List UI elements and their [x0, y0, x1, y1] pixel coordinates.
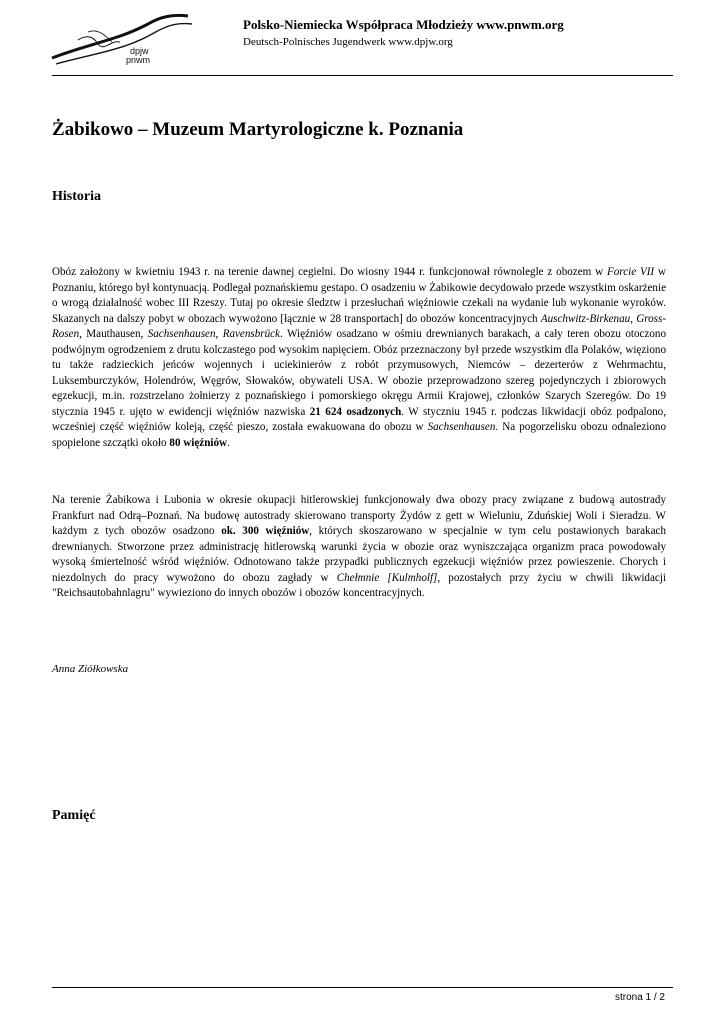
text-run: Obóz założony w kwietniu 1943 r. na terenie dawnej cegielni. Do wiosny 1944 r. funkcjonował równolegle z obozem w [52, 266, 607, 278]
section-heading-pamiec: Pamięć [52, 808, 96, 823]
text-run: 21 624 osadzonych [309, 405, 402, 418]
text-run: . Na pogorzelisku obozu odnaleziono spopielone szczątki około [52, 421, 666, 449]
header-org-pl: Polsko-Niemiecka Współpraca Młodzieży www.pnwm.org [243, 17, 564, 32]
text-run: , pozostałych przy życiu w chwili likwidacji "Reichsautobahnlagru" wywieziono do innych obozów i obozów koncentracyjnych. [52, 571, 666, 599]
text-run: . [227, 436, 230, 449]
section-heading-historia: Historia [52, 189, 101, 204]
text-run: Auschwitz-Birkenau [540, 312, 631, 325]
page-number: strona 1 / 2 [614, 992, 665, 1003]
dpjw-pnwm-logo [48, 10, 198, 72]
text-run: Forcie VII [606, 266, 655, 278]
text-run: . W styczniu 1945 r. podczas likwidacji obóz podpalono, wcześniej część więźniów koleją, część pieszo, została ewakuowana do obozu w [52, 405, 666, 433]
text-run: w Poznaniu, którego był kontynuacją. Podlegał poznańskiemu gestapo. O osadzeniu w Żabikowie decydowało przede wszystkim oskarżenie o wrogą działalność wobec III Rzeszy. Tutaj po okresie śledztw i przesłuchań więźniowie czekali na wydanie lub wykonanie wyroków. Skazanych na dalszy pobyt w obozach wywożono [łącznie w 28 transportach] do obozów koncentracyjnych [52, 266, 666, 325]
swoosh-logo-icon [48, 10, 198, 72]
text-run: 80 więźniów [169, 436, 228, 449]
text-run: Ravensbrück [222, 328, 280, 340]
text-run: Na terenie Żabikowa i Lubonia w okresie okupacji hitlerowskiej funkcjonowały dwa obozy pracy związane z budową autostrady Frankfurt nad Odrą–Poznań. Na budowę autostrady skierowano transporty Żydów z gett w Wieluniu, Zduńskiej Woli i Sieradzu. W każdym z tych obozów osadzono [52, 494, 666, 537]
text-run: , [630, 312, 637, 325]
text-run: , [215, 328, 223, 340]
text-run: Mauthausen, [81, 328, 148, 340]
page-title: Żabikowo – Muzeum Martyrologiczne k. Poznania [52, 119, 464, 140]
header-org-de: Deutsch-Polnisches Jugendwerk www.dpjw.org [243, 36, 453, 48]
text-run: ok. 300 więźniów [221, 525, 310, 537]
header-divider [52, 75, 673, 76]
paragraph-labor-camps [52, 493, 666, 602]
text-run: , których skoszarowano w specjalnie w tym celu postawionych barakach drewnianych. Stworzone przez administrację hitlerowską warunki życia w obozie oraz wyniszczająca organizm praca powodowały wysoką śmiertelność wśród więźniów. Odnotowano także przypadki publicznych egzekucji więźniów przez powieszenie. Chorych i niezdolnych do pracy wywożono do obozu zagłady w [52, 525, 666, 584]
paragraph-history [52, 265, 666, 451]
text-run: Chełmnie [Kulmholf] [336, 571, 438, 584]
text-run: Sachsenhausen [147, 328, 216, 340]
text-run: Sachsenhausen [427, 421, 496, 433]
text-run: . Więźniów osadzano w ośmiu drewnianych barakach, a cały teren obozu otoczono podwójnym ogrodzeniem z drutu kolczastego pod wysokim napięciem. Obóz przeznaczony był przede wszystkim dla Polaków, więziono tu także radzieckich jeńców wojennych i uciekinierów z robót przymusowych, Niemców – dezerterów z Wehrmachtu, Luksemburczyków, Holendrów, Węgrów, Słowaków, obywateli USA. W obozie przeprowadzono szereg pojedynczych i zbiorowych egzekucji, m.in. rozstrzelano żołnierzy z poznańskiego i pomorskiego okręgu Armii Krajowej, członków Szarych Szeregów. Do 19 stycznia 1945 r. ujęto w ewidencji więźniów nazwiska [52, 328, 667, 418]
author-signature: Anna Ziółkowska [52, 663, 129, 675]
logo-text-pnwm: pnwm [126, 55, 151, 65]
logo-text-dpjw: dpjw [130, 46, 149, 56]
text-run: Gross-Rosen, [52, 312, 667, 340]
logo-text [126, 46, 151, 65]
footer-divider [52, 987, 673, 988]
page-header [0, 0, 725, 80]
